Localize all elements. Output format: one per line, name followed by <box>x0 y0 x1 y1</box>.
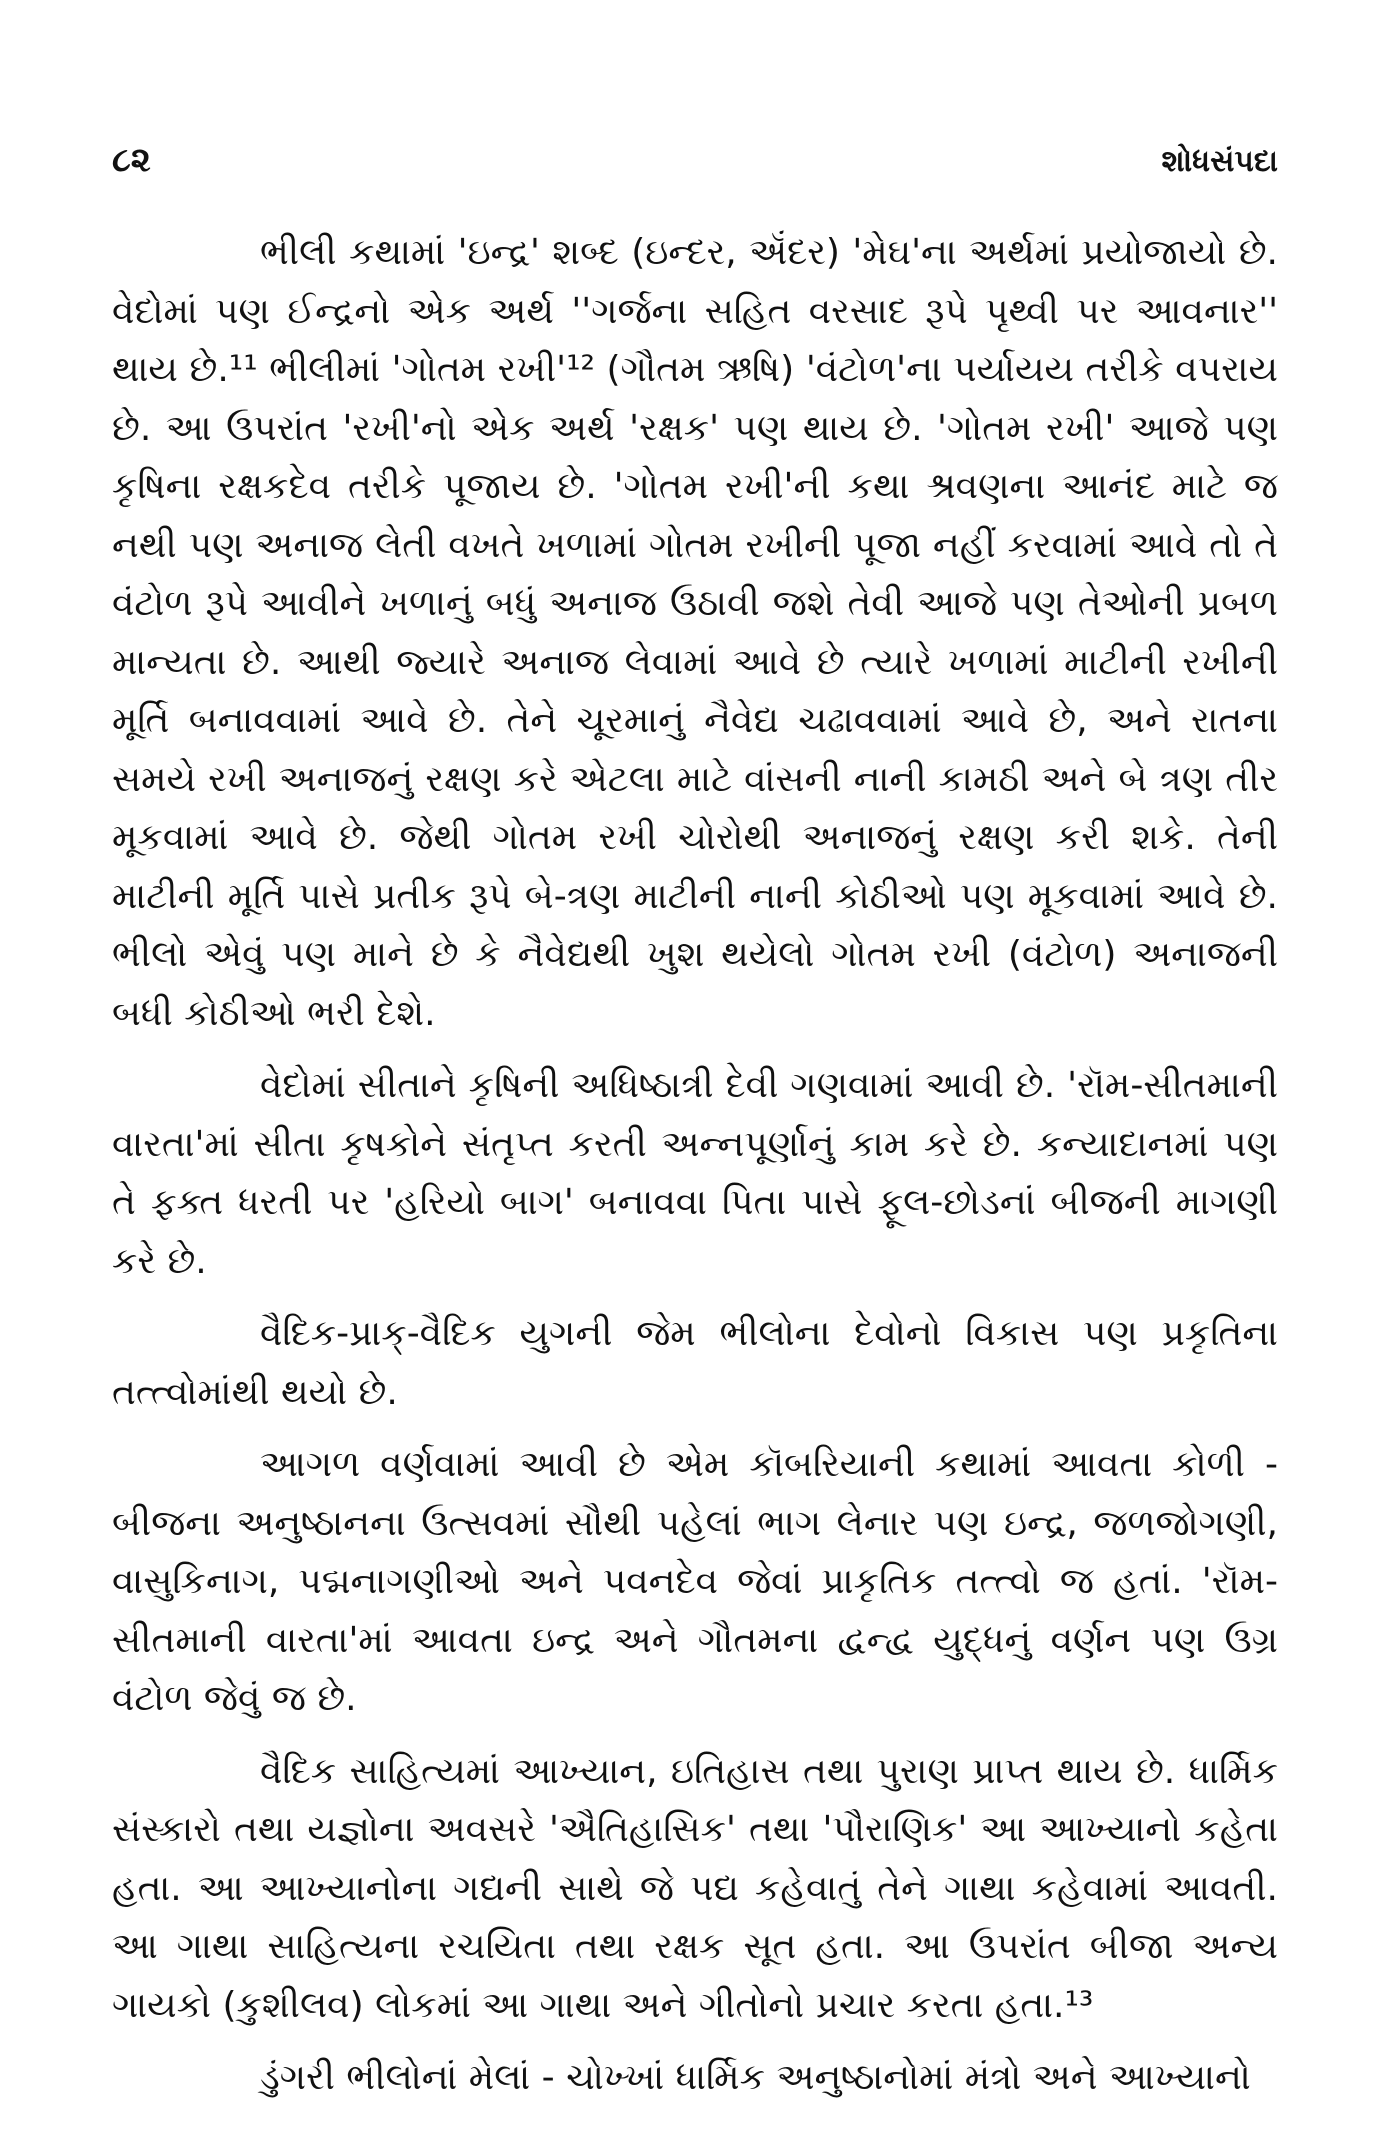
paragraph-vaidik-devo: વૈદિક-પ્રાક્-વૈદિક યુગની જેમ ભીલોના દેવોનો વિકાસ પણ પ્રકૃતિના તત્ત્વોમાંથી થયો છે. <box>112 1313 1278 1413</box>
paragraph-bhili-indra-gotam-rakhi: ભીલી કથામાં 'ઇન્દ્ર' શબ્દ (ઇન્દર, ઍંદર) 'મેઘ'ના અર્થમાં પ્રયોજાયો છે. વેદોમાં પણ ઈન્દ્રનો એક અર્થ ''ગર્જના સહિત વરસાદ રૂપે પૃથ્વી પર આવનાર'' થાય છે.¹¹ ભીલીમાં 'ગોતમ રખી'¹² (ગૌતમ ઋષિ) 'વંટોળ'ના પર્યાયય તરીકે વપરાય છે. આ ઉપરાંત 'રખી'નો એક અર્થ 'રક્ષક' પણ થાય છે. 'ગોતમ રખી' આજે પણ કૃષિના રક્ષકદેવ તરીકે પૂજાય છે. 'ગોતમ રખી'ની કથા શ્રવણના આનંદ માટે જ નથી પણ અનાજ લેતી વખતે ખળામાં ગોતમ રખીની પૂજા નહીં કરવામાં આવે તો તે વંટોળ રૂપે આવીને ખળાનું બધું અનાજ ઉઠાવી જશે તેવી આજે પણ તેઓની પ્રબળ માન્યતા છે. આથી જ્યારે અનાજ લેવામાં આવે છે ત્યારે ખળામાં માટીની રખીની મૂર્તિ બનાવવામાં આવે છે. તેને ચૂરમાનું નૈવેદ્ય ચઢાવવામાં આવે છે, અને રાતના સમયે રખી અનાજનું રક્ષણ કરે એટલા માટે વાંસની નાની કામઠી અને બે ત્રણ તીર મૂકવામાં આવે છે. જેથી ગોતમ રખી ચોરોથી અનાજનું રક્ષણ કરી શકે. તેની માટીની મૂર્તિ પાસે પ્રતીક રૂપે બે-ત્રણ માટીની નાની કોઠીઓ પણ મૂકવામાં આવે છે. ભીલો એવું પણ માને છે કે નૈવેદ્યથી ખુશ થયેલો ગોતમ રખી (વંટોળ) અનાજની બધી કોઠીઓ ભરી દેશે. <box>112 232 1278 1034</box>
document-page <box>112 140 1278 2108</box>
book-title: શોધસંપદા <box>1161 144 1278 179</box>
running-header <box>112 140 1278 180</box>
paragraph-sita-krishi: વેદોમાં સીતાને કૃષિની અધિષ્ઠાત્રી દેવી ગણવામાં આવી છે. 'રૉમ-સીતમાની વારતા'માં સીતા કૃષકોને સંતૃપ્ત કરતી અન્નપૂર્ણાનું કામ કરે છે. કન્યાદાનમાં પણ તે ફક્ત ધરતી પર 'હરિયો બાગ' બનાવવા પિતા પાસે ફૂલ-છોડનાં બીજની માગણી કરે છે. <box>112 1065 1278 1282</box>
page-number: ૮૨ <box>112 140 151 180</box>
paragraph-vaidik-sahitya: વૈદિક સાહિત્યમાં આખ્યાન, ઇતિહાસ તથા પુરાણ પ્રાપ્ત થાય છે. ધાર્મિક સંસ્કારો તથા યજ્ઞોના અવસરે 'ઐતિહાસિક' તથા 'પૌરાણિક' આ આખ્યાનો કહેતા હતા. આ આખ્યાનોના ગદ્યની સાથે જે પદ્ય કહેવાતું તેને ગાથા કહેવામાં આવતી. આ ગાથા સાહિત્યના રચયિતા તથા રક્ષક સૂત હતા. આ ઉપરાંત બીજા અન્ય ગાયકો (કુશીલવ) લોકમાં આ ગાથા અને ગીતોનો પ્રચાર કરતા હતા.¹³ <box>112 1750 1278 2026</box>
paragraph-dungari-bhilo: ડુંગરી ભીલોનાં મેલાં - ચોખ્ખાં ધાર્મિક અનુષ્ઠાનોમાં મંત્રો અને આખ્યાનો <box>260 2057 1251 2098</box>
paragraph-kobariya-katha: આગળ વર્ણવામાં આવી છે એમ કૉબરિયાની કથામાં આવતા કોળી - બીજના અનુષ્ઠાનના ઉત્સવમાં સૌથી પહેલાં ભાગ લેનાર પણ ઇન્દ્ર, જળજોગણી, વાસુકિનાગ, પદ્મનાગણીઓ અને પવનદેવ જેવાં પ્રાકૃતિક તત્ત્વો જ હતાં. 'રૉમ-સીતમાની વારતા'માં આવતા ઇન્દ્ર અને ગૌતમના દ્વન્દ્વ યુદ્ધનું વર્ણન પણ ઉગ્ર વંટોળ જેવું જ છે. <box>112 1444 1278 1719</box>
